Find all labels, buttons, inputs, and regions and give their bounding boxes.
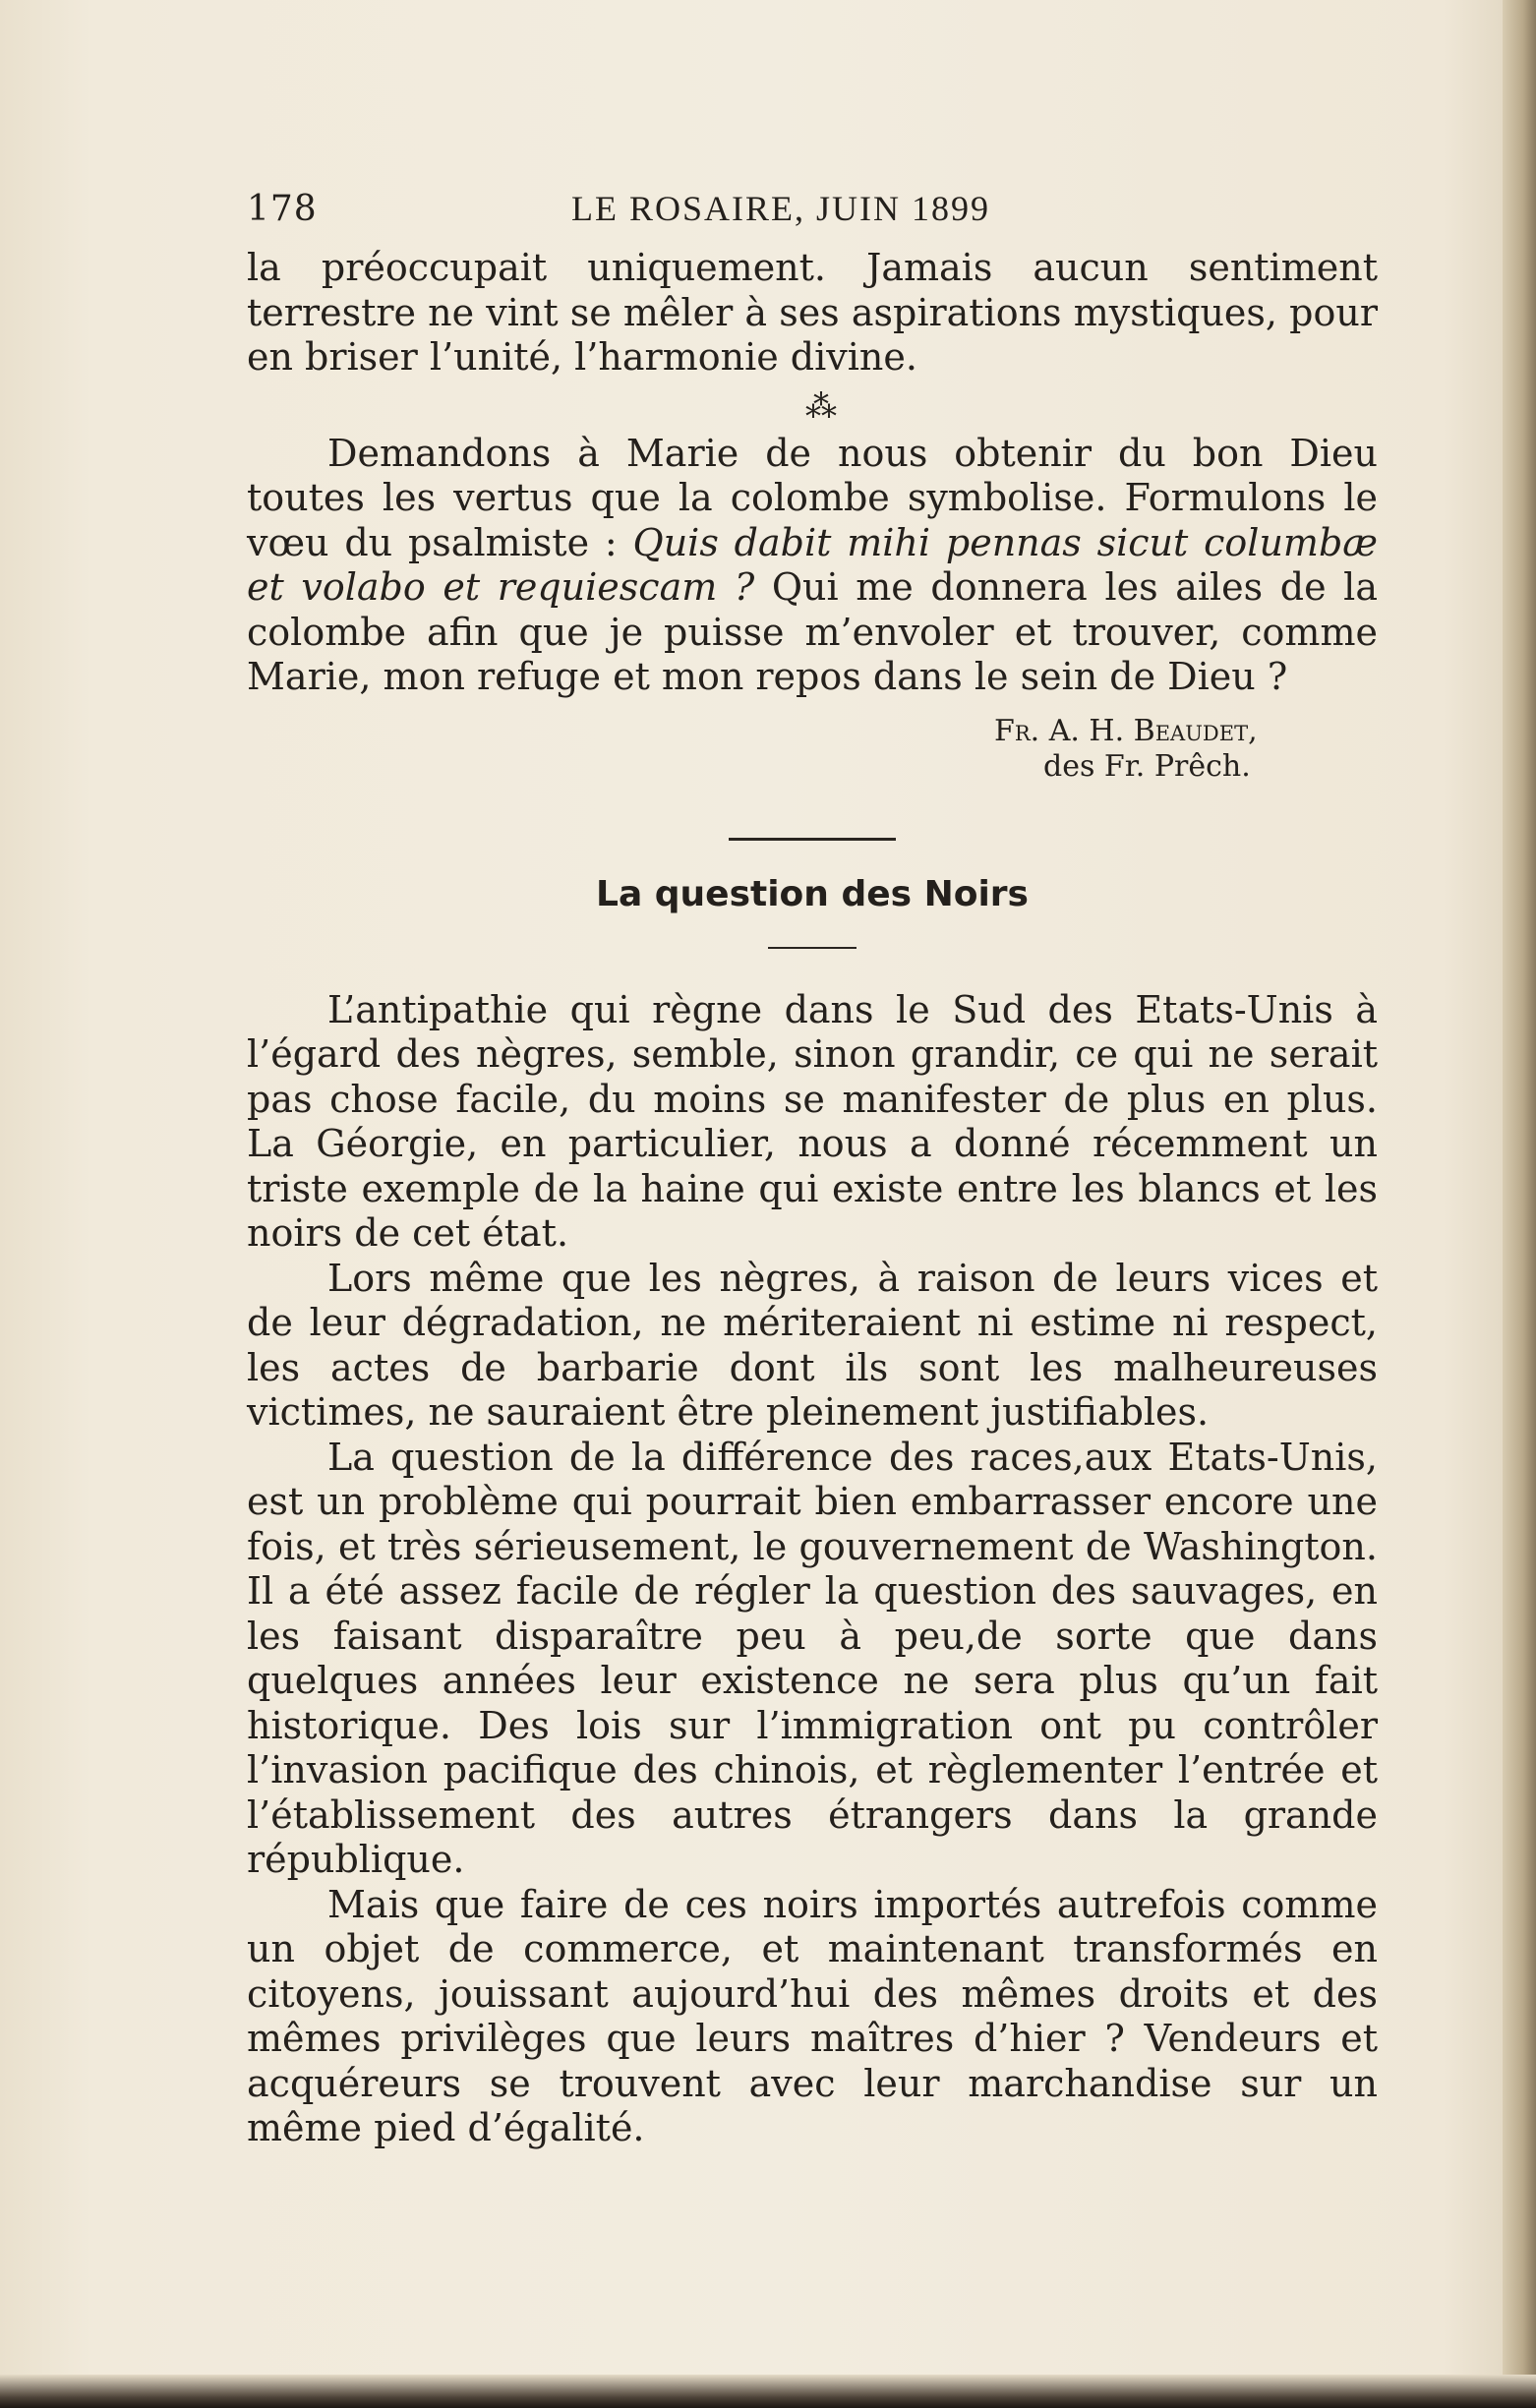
- signature-order: des Fr. Prêch.: [1043, 748, 1251, 784]
- signature-name: Fr. A. H. Beaudet,: [994, 713, 1258, 748]
- article-paragraph: La question de la différence des races,aux Etats-Unis, est un problème qui pourrait bien embarrasser encore une fois, et très sérieusement, le gouvernement de Washington. Il a été assez facile de régler la question des sauvages, en les faisant disparaître peu à peu,de sorte que dans quelques années leur existence ne sera plus qu’un fait historique. Des lois sur l’immigration ont pu contrôler l’invasion pacifique des chinois, et règlementer l’entrée et l’établissement des autres étrangers dans la grande république.: [247, 1435, 1378, 1881]
- title-underline: [768, 947, 857, 949]
- running-header: [247, 187, 1378, 246]
- running-title: LE ROSAIRE, JUIN 1899: [571, 189, 990, 228]
- section-divider: [729, 838, 896, 841]
- article-paragraph: Mais que faire de ces noirs importés autrefois comme un objet de commerce, et maintenant transformés en citoyens, jouissant aujourd’hui des mêmes droits et des mêmes privilèges que leurs maîtres d’hier ? Vendeurs et acquéreurs se trouvent avec leur marchandise sur un même pied d’égalité.: [247, 1882, 1378, 2149]
- page-edge-bottom: [0, 2375, 1536, 2408]
- page-content: [247, 187, 1378, 2151]
- article-paragraph: Lors même que les nègres, à raison de leurs vices et de leur dégradation, ne mériteraient ni estime ni respect, les actes de barbarie dont ils sont les malheureuses victimes, ne sauraient être pleinement justifiables.: [247, 1256, 1378, 1434]
- page-number: 178: [247, 189, 318, 229]
- intro-paragraph: la préoccupait uniquement. Jamais aucun sentiment terrestre ne vint se mêler à ses aspirations mystiques, pour en briser l’unité, l’harmonie divine.: [247, 246, 1378, 379]
- closing-text-start: Demandons à Marie de nous obtenir du bon Dieu toutes les vertus que la colombe symbolise. Formulons le vœu du psalmiste :: [247, 431, 1378, 564]
- page-edge-right: [1503, 0, 1536, 2408]
- article-title: La question des Noirs: [596, 873, 1029, 914]
- latin-quote: Quis dabit mihi pennas sicut columbæ et volabo et requiescam ?: [247, 520, 1379, 609]
- signature: [247, 714, 1378, 785]
- article-body: [247, 988, 1378, 2151]
- asterism-separator: ⁂: [805, 386, 839, 425]
- closing-text-end: Qui me donnera les ailes de la colombe afin que je puisse m’envoler et trouver, comme Marie, mon refuge et mon repos dans le sein de Dieu ?: [247, 565, 1378, 698]
- article-paragraph: L’antipathie qui règne dans le Sud des Etats-Unis à l’égard des nègres, semble, sinon grandir, ce qui ne serait pas chose facile, du moins se manifester de plus en plus. La Géorgie, en particulier, nous a donné récemment un triste exemple de la haine qui existe entre les blancs et les noirs de cet état.: [247, 987, 1378, 1255]
- closing-paragraph: [247, 432, 1378, 700]
